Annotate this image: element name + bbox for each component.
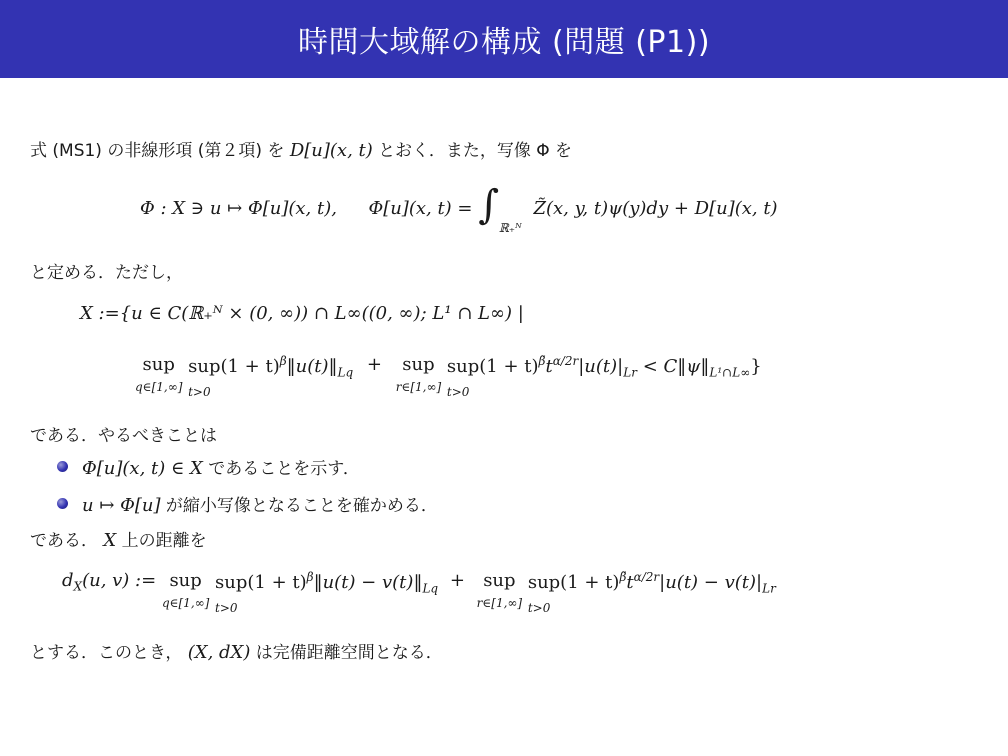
eq2-tail: < C‖ψ‖ xyxy=(642,356,710,377)
eq1-right: Z̃(x, y, t)ψ(y)dy + D[u](x, t) xyxy=(533,198,778,219)
bullet-icon xyxy=(57,498,68,509)
eq2-t: t xyxy=(545,356,553,377)
equation-phi-definition xyxy=(140,178,778,235)
slide-title: 時間大域解の構成 (問題 (P1)) xyxy=(297,25,711,60)
equation-metric xyxy=(62,570,776,617)
eq2-betatilde: β̃ xyxy=(538,354,546,368)
eq3-left-b: (u, v) := xyxy=(82,570,157,591)
eq3-frac: α/2r xyxy=(633,570,660,584)
eq1-mid: Φ[u](x, t) = xyxy=(368,198,473,219)
eq3-sup3-block xyxy=(477,570,522,612)
eq3-betatilde: β̃ xyxy=(619,570,627,584)
eq2-lq: Lq xyxy=(337,365,354,380)
eq2-sup1: sup xyxy=(142,354,175,375)
equation-x-set xyxy=(80,303,524,324)
eq3-sup3: sup xyxy=(483,570,516,591)
bullet-item-2 xyxy=(82,491,438,516)
eq2-term1: ‖u(t)‖ xyxy=(286,356,338,377)
bullet2-text: が縮小写像となることを確かめる． xyxy=(165,496,438,516)
conclusion-line xyxy=(30,638,443,663)
bullet-item-1 xyxy=(82,454,360,479)
todo-line xyxy=(30,421,217,446)
bullet1-text: であることを示す． xyxy=(208,459,360,479)
eq2-norm-sub: L¹∩L∞ xyxy=(709,365,751,380)
conclusion-text-b: は完備距離空間となる． xyxy=(255,643,443,663)
eq3-lq: Lq xyxy=(422,581,439,596)
eq2-term2: |u(t)| xyxy=(578,356,624,377)
intro-text-a: 式 (MS1) の非線形項 (第２項) を xyxy=(30,141,285,161)
eq3-left: d xyxy=(62,570,74,591)
eq2-sup4-sub: t>0 xyxy=(446,384,470,399)
slide-body xyxy=(0,78,1008,756)
eq2-sup2-block xyxy=(188,354,353,401)
bullet1-math: Φ[u](x, t) ∈ X xyxy=(82,458,203,479)
eq3-sup4: sup(1 + t) xyxy=(527,572,620,593)
eq3-sup1: sup xyxy=(169,570,202,591)
integral-sign-icon: ∫ xyxy=(478,182,500,228)
eq3-t: t xyxy=(626,572,634,593)
intro-math-d: D[u](x, t) xyxy=(289,140,373,161)
eq2-sup4-block xyxy=(447,354,762,401)
eq1-integral-domain: ℝ₊ᴺ xyxy=(498,221,522,235)
eq3-sup2: sup(1 + t) xyxy=(215,572,307,593)
define-text: と定める．ただし， xyxy=(30,263,183,283)
eq3-left-sub: X xyxy=(73,579,83,594)
eq3-sup2-sub: t>0 xyxy=(215,600,238,615)
metric-intro-text-a: である． xyxy=(30,531,98,551)
eq3-sup3-sub: r∈[1,∞] xyxy=(476,596,523,610)
eq3-sup4-block xyxy=(528,570,776,617)
conclusion-math: (X, dX) xyxy=(187,642,251,663)
eq2-close: } xyxy=(750,356,762,377)
metric-intro-math: X xyxy=(103,530,117,551)
bullet2-math: u ↦ Φ[u] xyxy=(82,495,161,516)
eq2-sup1-block xyxy=(135,354,182,396)
eq3-term2: |u(t) − v(t)| xyxy=(659,572,763,593)
eq2-sup3-block xyxy=(396,354,441,396)
eq3-sup2-block xyxy=(215,570,438,617)
eq2-sup2-sub: t>0 xyxy=(188,384,211,399)
conclusion-text-a: とする．このとき， xyxy=(30,643,183,663)
metric-intro-line xyxy=(30,526,207,551)
metric-intro-text-b: 上の距離を xyxy=(121,531,207,551)
slide-header xyxy=(0,0,1008,78)
eq3-sup4-sub: t>0 xyxy=(527,600,551,615)
eq2-sup1-sub: q∈[1,∞] xyxy=(135,380,183,394)
define-line xyxy=(30,258,183,283)
eq2-sup4: sup(1 + t) xyxy=(446,356,539,377)
eq3-sup1-block xyxy=(162,570,209,612)
eq2-frac: α/2r xyxy=(552,354,579,368)
eq3-sup1-sub: q∈[1,∞] xyxy=(161,596,210,610)
eq2-sup3: sup xyxy=(402,354,435,375)
eq2-beta: β xyxy=(279,354,287,368)
eq2-lr: Lr xyxy=(623,365,637,380)
intro-text-b: とおく．また，写像 Φ を xyxy=(378,141,573,161)
equation-x-condition xyxy=(135,354,762,401)
eq1-left: Φ : X ∋ u ↦ Φ[u](x, t), xyxy=(140,198,337,219)
eq3-lr: Lr xyxy=(762,581,776,596)
eq3-beta: β xyxy=(306,570,314,584)
eq3-plus: + xyxy=(449,570,465,591)
eq2-top: X :={u ∈ C(ℝ₊ᴺ × (0, ∞)) ∩ L∞((0, ∞); L¹ ∩ L∞) | xyxy=(80,303,524,324)
todo-text: である．やるべきことは xyxy=(30,426,217,446)
bullet-icon xyxy=(57,461,68,472)
intro-line xyxy=(30,136,572,161)
eq2-plus: + xyxy=(366,354,383,375)
eq2-sup3-sub: r∈[1,∞] xyxy=(395,380,442,394)
eq3-term1: ‖u(t) − v(t)‖ xyxy=(313,572,423,593)
eq2-sup2: sup(1 + t) xyxy=(188,356,280,377)
